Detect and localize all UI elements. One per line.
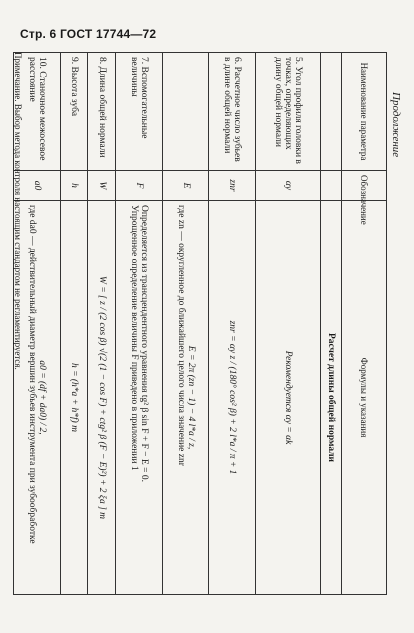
param-name: 9. Высота зуба xyxy=(60,53,88,171)
param-name: 10. Станочное межосевое расстояние xyxy=(14,53,61,171)
section-title: Расчет длины общей нормали xyxy=(321,201,342,595)
table-row xyxy=(162,53,209,595)
parameters-table xyxy=(13,52,387,595)
param-formula: E = 2π (zn − 1) − 4 l*a / z, где zn — округленное до ближайшего целого числа значение znr xyxy=(162,201,209,595)
param-symbol: a0 xyxy=(14,171,61,201)
param-symbol: W xyxy=(88,171,116,201)
rotated-table-container xyxy=(13,52,387,594)
continuation-label: Продолжение xyxy=(390,92,402,158)
column-header-formula: Формулы и указания xyxy=(342,201,387,595)
table-row xyxy=(209,53,256,595)
param-symbol: αy xyxy=(255,171,320,201)
param-formula: znr = αy z / (180° cos² β) + 2 l*a / π + 1 xyxy=(209,201,256,595)
footnote-container xyxy=(0,52,24,594)
param-formula: a0 = (df + da0) / 2, где da0 — действительный диаметр вершин зубьев инструмента при зубообработке xyxy=(14,201,61,595)
param-name: 8. Длина общей нормали xyxy=(88,53,116,171)
param-name xyxy=(162,53,209,171)
table-row xyxy=(88,53,116,595)
column-header-symbol: Обозначение xyxy=(342,171,387,201)
column-header-name: Наименование параметра xyxy=(342,53,387,171)
table-row xyxy=(255,53,320,595)
param-formula: Рекомендуется αy = αk xyxy=(255,201,320,595)
param-formula: W = [ z / (2 cos β) √(2 (1 − cos F) + ctg² β (F − E)²) + 2 ξa ] m xyxy=(88,201,116,595)
page-header: Стр. 6 ГОСТ 17744—72 xyxy=(20,27,157,41)
footnote: Примечание. Выбор метода контроля настоящим стандартом не регламентируется. xyxy=(13,52,23,370)
param-symbol: F xyxy=(116,171,163,201)
param-symbol: h xyxy=(60,171,88,201)
param-symbol: E xyxy=(162,171,209,201)
param-name: 6. Расчетное число зубьев в длине общей нормали xyxy=(209,53,256,171)
param-symbol: znr xyxy=(209,171,256,201)
param-name: 5. Угол профиля головки в точках, определяющих длину общей нормали xyxy=(255,53,320,171)
param-name: 7. Вспомогательные величины xyxy=(116,53,163,171)
param-formula: h = (h*a + h*f) m xyxy=(60,201,88,595)
table-row xyxy=(116,53,163,595)
table-row xyxy=(60,53,88,595)
param-formula: Определяется из трансцендентного уравнения tg² β sin F + F − E = 0. Упрощенное определение величины F приведено в приложении 1 xyxy=(116,201,163,595)
